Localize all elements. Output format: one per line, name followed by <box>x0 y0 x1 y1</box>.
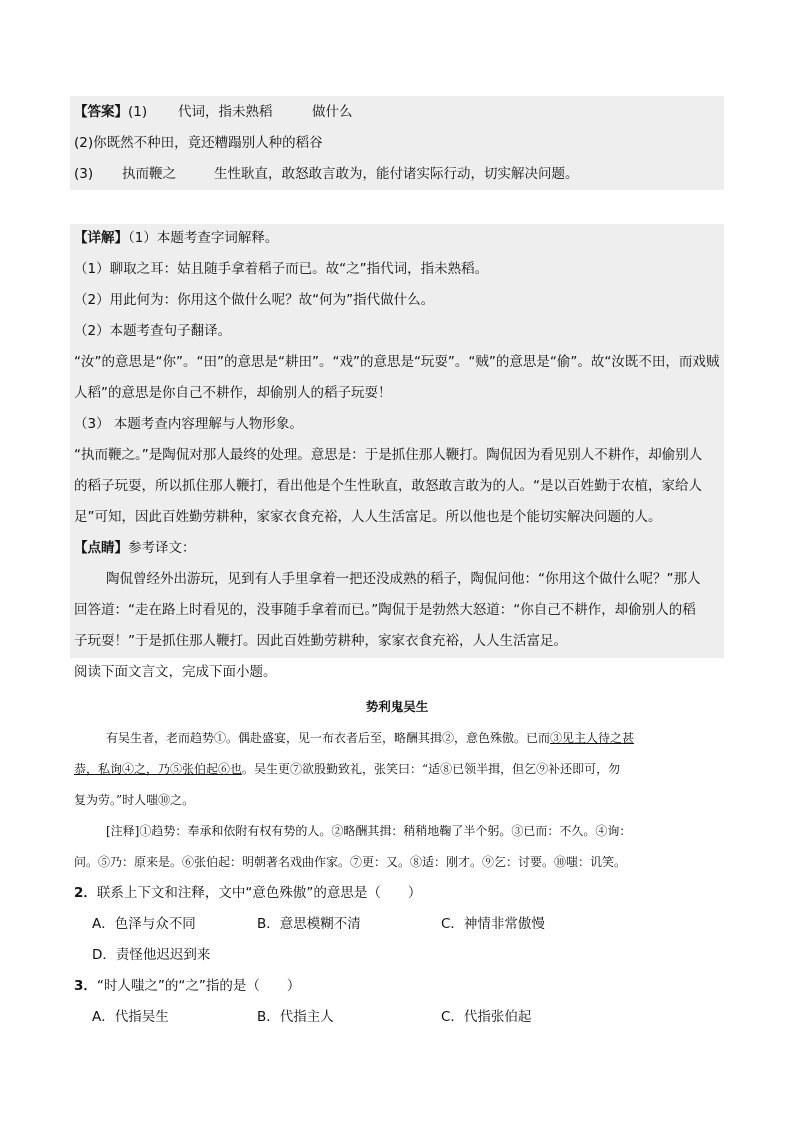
question-2 <box>74 883 421 903</box>
question-3-stem: “时人嗤之”的“之”指的是（ ） <box>96 978 301 994</box>
notes-line-1: [注释]①趋势：奉承和依附有权有势的人。②略酬其揖：稍稍地鞠了半个躬。③已而：不久。④询： <box>106 824 632 838</box>
translation-1: 陶侃曾经外出游玩，见到有人手里拿着一把还没成熟的稻子，陶侃问他：“你用这个做什么呢？”那人 <box>106 571 701 587</box>
notes-line-2: 问。⑤乃：原来是。⑥张伯起：明朝著名戏曲作家。⑦更：又。⑧适：刚才。⑨乞：讨要。⑩嗤：讥笑。 <box>74 855 627 869</box>
question-2-option-c[interactable]: C．神情非常傲慢 <box>441 916 545 932</box>
question-3 <box>74 976 300 996</box>
detail-label: 【详解】 <box>74 230 128 246</box>
question-2-num: 2． <box>74 885 97 901</box>
detail-p4a: “执而鞭之。”是陶侃对那人最终的处理。意思是：于是抓住那人鞭打。陶侃因为看见别人不耕作，却偷别人 <box>74 447 703 463</box>
detail-h3: （3） 本题考查内容理解与人物形象。 <box>74 416 303 432</box>
question-2-option-b[interactable]: B．意思模糊不清 <box>257 916 361 932</box>
question-2-option-a[interactable]: A．色泽与众不同 <box>92 916 196 932</box>
question-2-stem: 联系上下文和注释，文中“意色殊傲”的意思是（ ） <box>96 885 422 901</box>
answer-num-1: (1) <box>128 104 148 120</box>
passage-line-3: 复为劳。”时人嗤⑩之。 <box>74 793 195 807</box>
answer-1a: 代词，指未熟稻 <box>178 104 273 120</box>
detail-h2: （2）本题考查句子翻译。 <box>74 323 232 339</box>
question-3-num: 3． <box>74 978 97 994</box>
answer-1b: 做什么 <box>312 104 353 120</box>
answer-label: 【答案】 <box>74 104 128 120</box>
answer-num-3: (3) <box>74 166 94 182</box>
passage-line-1 <box>106 728 634 748</box>
answer-line-3 <box>74 164 714 184</box>
detail-p3b: 人稻”的意思是你自己不耕作，却偷别人的稻子玩耍！ <box>74 385 392 401</box>
detail-heading-1 <box>74 228 278 248</box>
point-rest: 参考译文： <box>128 540 196 556</box>
passage-1a: 有吴生者，老而趋势①。偶赴盛宴，见一布衣者后至，略酬其揖②，意色殊傲。已而 <box>106 731 551 745</box>
passage-title: 势利鬼吴生 <box>365 699 429 714</box>
question-3-option-c[interactable]: C．代指张伯起 <box>441 1009 532 1025</box>
translation-3: 子玩耍！”于是抓住那人鞭打。因此百姓勤劳耕种，家家衣食充裕，人人生活富足。 <box>74 633 567 649</box>
answer-3b: 生性耿直，敢怒敢言敢为，能付诸实际行动，切实解决问题。 <box>214 166 579 182</box>
detail-p4b: 的稻子玩耍，所以抓住那人鞭打，看出他是个生性耿直，敢怒敢言敢为的人。“是以百姓勤于农植，家给人 <box>74 478 702 494</box>
detail-p2: （2）用此何为：你用这个做什么呢？故“何为”指代做什么。 <box>74 292 435 308</box>
answer-line-1 <box>74 102 353 122</box>
point-heading <box>74 538 196 558</box>
detail-p1: （1）聊取之耳：姑且随手拿着稻子而已。故“之”指代词，指未熟稻。 <box>74 261 489 277</box>
detail-p4c: 足”可知，因此百姓勤劳耕种，家家衣食充裕，人人生活富足。所以他也是个能切实解决问题的人。 <box>74 509 662 525</box>
point-label: 【点睛】 <box>74 540 128 556</box>
reading-intro: 阅读下面文言文，完成下面小题。 <box>74 664 277 680</box>
question-2-option-d[interactable]: D．责怪他迟迟到来 <box>92 947 211 963</box>
detail-h1: （1）本题考查字词解释。 <box>128 230 279 246</box>
detail-p3a: “汝”的意思是“你”。“田”的意思是“耕田”。“戏”的意思是“玩耍”。“贼”的意思是“偷”。故“汝既不田，而戏贼 <box>74 354 720 370</box>
passage-2u: 恭，私询④之，乃⑤张伯起⑥也 <box>74 762 243 776</box>
passage-1u: ③见主人待之甚 <box>550 731 635 745</box>
passage-2b: 。吴生更⑦欲殷勤致礼，张笑曰：“适⑧已领半揖，但乞⑨补还即可，勿 <box>242 762 621 776</box>
question-3-option-a[interactable]: A．代指吴生 <box>92 1009 169 1025</box>
passage-line-2 <box>74 759 620 779</box>
translation-2: 回答道：“走在路上时看见的，没事随手拿着而已。”陶侃于是勃然大怒道：“你自己不耕作，却偷别人的稻 <box>74 602 696 618</box>
answer-line-2: (2)你既然不种田，竟还糟蹋别人种的稻谷 <box>74 135 323 151</box>
question-3-option-b[interactable]: B．代指主人 <box>257 1009 334 1025</box>
answer-3a: 执而鞭之 <box>122 166 176 182</box>
